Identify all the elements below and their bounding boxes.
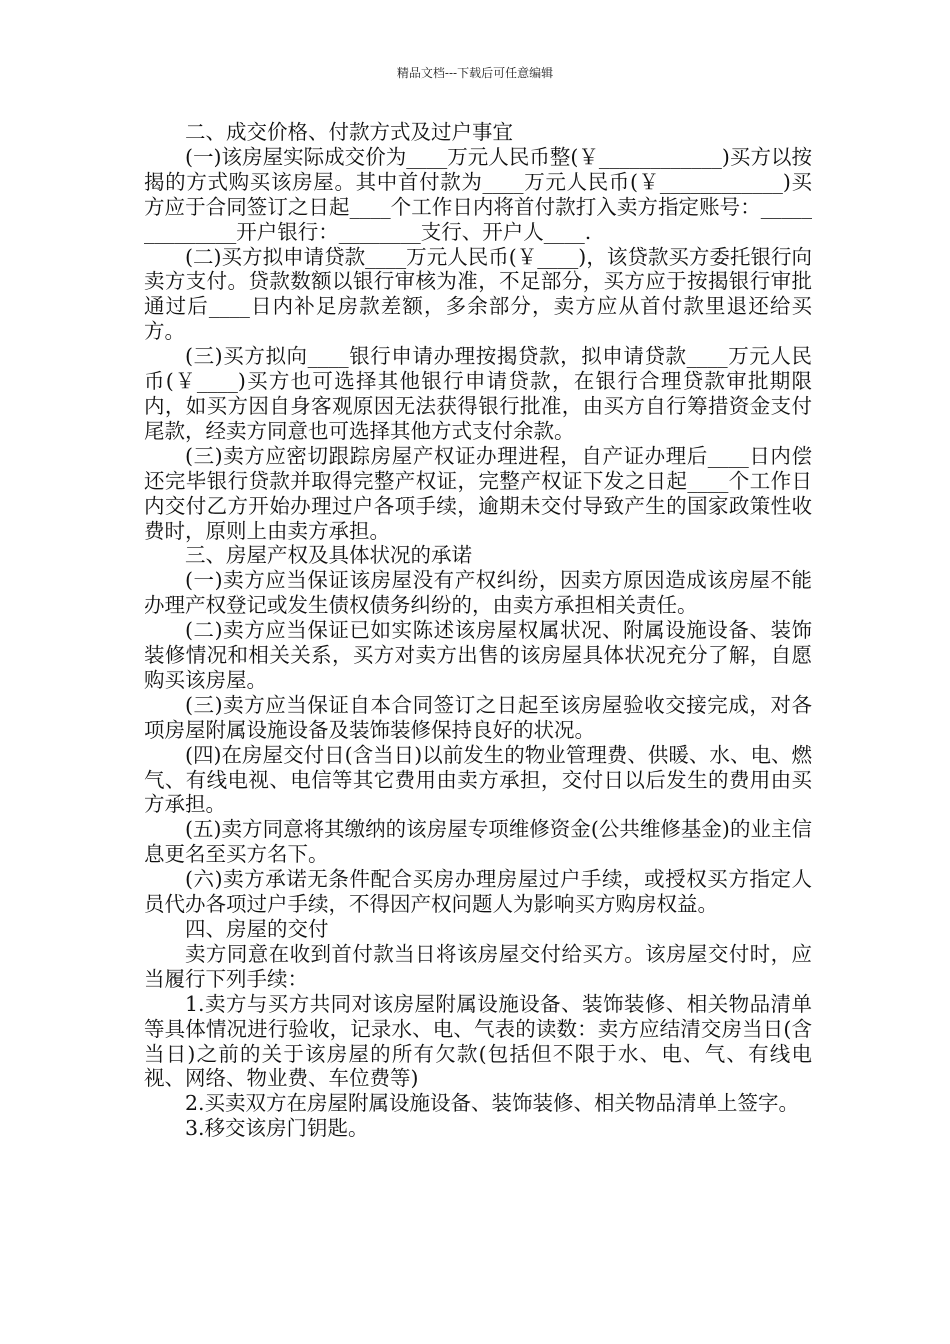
clause-paragraph: (一)卖方应当保证该房屋没有产权纠纷，因卖方原因造成该房屋不能办理产权登记或发生债权债务纠纷的，由卖方承担相关责任。: [144, 568, 812, 618]
clause-paragraph: (六)卖方承诺无条件配合买房办理房屋过户手续，或授权买方指定人员代办各项过户手续，不得因产权问题人为影响买方购房权益。: [144, 867, 812, 917]
list-item: 2.买卖双方在房屋附属设施设备、装饰装修、相关物品清单上签字。: [185, 1091, 800, 1116]
clause-paragraph: (五)卖方同意将其缴纳的该房屋专项维修资金(公共维修基金)的业主信息更名至买方名下。: [144, 817, 812, 867]
clause-paragraph: (三)卖方应密切跟踪房屋产权证办理进程，自产证办理后____日内偿还完毕银行贷款并取得完整产权证，完整产权证下发之日起____个工作日内交付乙方开始办理过户各项手续，逾期未交付导致产生的国家政策性收费时，原则上由卖方承担。: [144, 443, 812, 543]
section-heading-property-rights: 三、房屋产权及具体状况的承诺: [185, 543, 472, 568]
document-body: [144, 120, 812, 1141]
clause-paragraph: (四)在房屋交付日(含当日)以前发生的物业管理费、供暖、水、电、燃气、有线电视、电信等其它费用由卖方承担，交付日以后发生的费用由买方承担。: [144, 742, 812, 817]
section-heading-price-payment: 二、成交价格、付款方式及过户事宜: [185, 120, 513, 144]
clause-paragraph: (三)买方拟向____银行申请办理按揭贷款，拟申请贷款____万元人民币(￥____)买方也可选择其他银行申请贷款，在银行合理贷款审批期限内，如买方因自身客观原因无法获得银行批准，由买方自行筹措资金支付尾款，经卖方同意也可选择其他方式支付余款。: [144, 344, 812, 443]
section-heading-delivery: 四、房屋的交付: [185, 917, 329, 941]
clause-paragraph: (二)买方拟申请贷款____万元人民币(￥____)，该贷款买方委托银行向卖方支付。贷款数额以银行审核为准，不足部分，买方应于按揭银行审批通过后____日内补足房款差额，多余部分，卖方应从首付款里退还给买方。: [144, 244, 812, 344]
clause-paragraph: 卖方同意在收到首付款当日将该房屋交付给买方。该房屋交付时，应当履行下列手续：: [144, 941, 812, 991]
clause-paragraph: (一)该房屋实际成交价为____万元人民币整(￥____________)买方以按揭的方式购买该房屋。其中首付款为____万元人民币(￥____________)买方应于合同签订之日起____个工作日内将首付款打入卖方指定账号：______________开户银行：________支行、开户人____.: [144, 144, 812, 244]
clause-paragraph: (二)卖方应当保证已如实陈述该房屋权属状况、附属设施设备、装饰装修情况和相关关系，买方对卖方出售的该房屋具体状况充分了解，自愿购买该房屋。: [144, 618, 812, 692]
list-item: 3.移交该房门钥匙。: [185, 1116, 369, 1141]
clause-paragraph: (三)卖方应当保证自本合同签订之日起至该房屋验收交接完成，对各项房屋附属设施设备及装饰装修保持良好的状况。: [144, 692, 812, 742]
page-header: 精品文档---下载后可任意编辑: [396, 66, 554, 80]
list-item: 1.卖方与买方共同对该房屋附属设施设备、装饰装修、相关物品清单等具体情况进行验收，记录水、电、气表的读数：卖方应结清交房当日(含当日)之前的关于该房屋的所有欠款(包括但不限于水、电、气、有线电视、网络、物业费、车位费等): [144, 991, 812, 1091]
